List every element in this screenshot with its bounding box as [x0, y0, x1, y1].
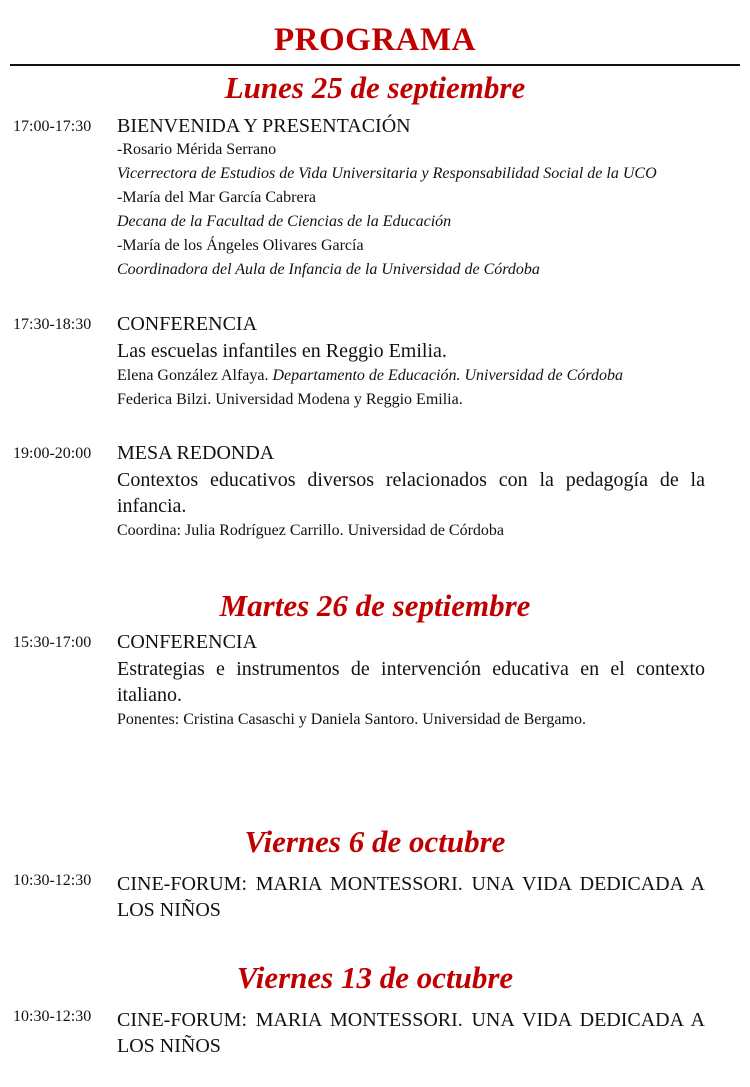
- speaker-name: -María de los Ángeles Olivares García: [117, 237, 364, 254]
- program-entry: [13, 442, 705, 543]
- speaker-line: [117, 364, 705, 388]
- entry-topic: Las escuelas infantiles en Reggio Emilia.: [117, 340, 447, 362]
- speaker-affiliation: Departamento de Educación. Universidad de Córdoba: [272, 367, 623, 384]
- entry-heading: CONFERENCIA: [117, 313, 258, 335]
- entry-heading: BIENVENIDA Y PRESENTACIÓN: [117, 115, 411, 137]
- speaker-name: -Rosario Mérida Serrano: [117, 141, 277, 158]
- day-heading-martes: Martes 26 de septiembre: [219, 588, 531, 623]
- entry-time: 10:30-12:30: [13, 872, 92, 889]
- entry-time: 10:30-12:30: [13, 1008, 92, 1025]
- program-entry: [13, 313, 705, 412]
- entry-time: 15:30-17:00: [13, 634, 92, 651]
- speaker-line: Federica Bilzi. Universidad Modena y Reggio Emilia.: [117, 391, 463, 408]
- coordinator-line: Coordina: Julia Rodríguez Carrillo. Universidad de Córdoba: [117, 522, 505, 539]
- program-entry: [13, 869, 705, 923]
- entry-heading: MESA REDONDA: [117, 442, 275, 464]
- entry-heading: CINE-FORUM: MARIA MONTESSORI. UNA VIDA DEDICADA A LOS NIÑOS: [117, 1009, 705, 1057]
- page-title: PROGRAMA: [274, 22, 476, 58]
- speaker-name: Elena González Alfaya.: [117, 367, 269, 384]
- entry-time: 17:00-17:30: [13, 118, 92, 135]
- speaker-role: Coordinadora del Aula de Infancia de la Universidad de Córdoba: [117, 261, 540, 278]
- entry-heading: CONFERENCIA: [117, 631, 258, 653]
- speaker-name: -María del Mar García Cabrera: [117, 189, 316, 206]
- entry-time: 19:00-20:00: [13, 445, 92, 462]
- speakers-line: Ponentes: Cristina Casaschi y Daniela Santoro. Universidad de Bergamo.: [117, 711, 586, 728]
- day-heading-viernes-13: Viernes 13 de octubre: [236, 960, 514, 995]
- program-entry: [13, 115, 705, 282]
- program-entry: [13, 1005, 705, 1059]
- speaker-role: Vicerrectora de Estudios de Vida Universitaria y Responsabilidad Social de la UCO: [117, 165, 657, 182]
- title-divider: [10, 64, 740, 66]
- entry-topic: Estrategias e instrumentos de intervención educativa en el contexto italiano.: [117, 658, 705, 706]
- entry-heading: CINE-FORUM: MARIA MONTESSORI. UNA VIDA DEDICADA A LOS NIÑOS: [117, 873, 705, 921]
- day-heading-lunes: Lunes 25 de septiembre: [224, 70, 526, 105]
- speaker-role: Decana de la Facultad de Ciencias de la Educación: [117, 213, 452, 230]
- day-heading-viernes-6: Viernes 6 de octubre: [244, 824, 506, 859]
- program-entry: [13, 631, 705, 732]
- entry-topic: Contextos educativos diversos relacionados con la pedagogía de la infancia.: [117, 469, 705, 517]
- entry-time: 17:30-18:30: [13, 316, 92, 333]
